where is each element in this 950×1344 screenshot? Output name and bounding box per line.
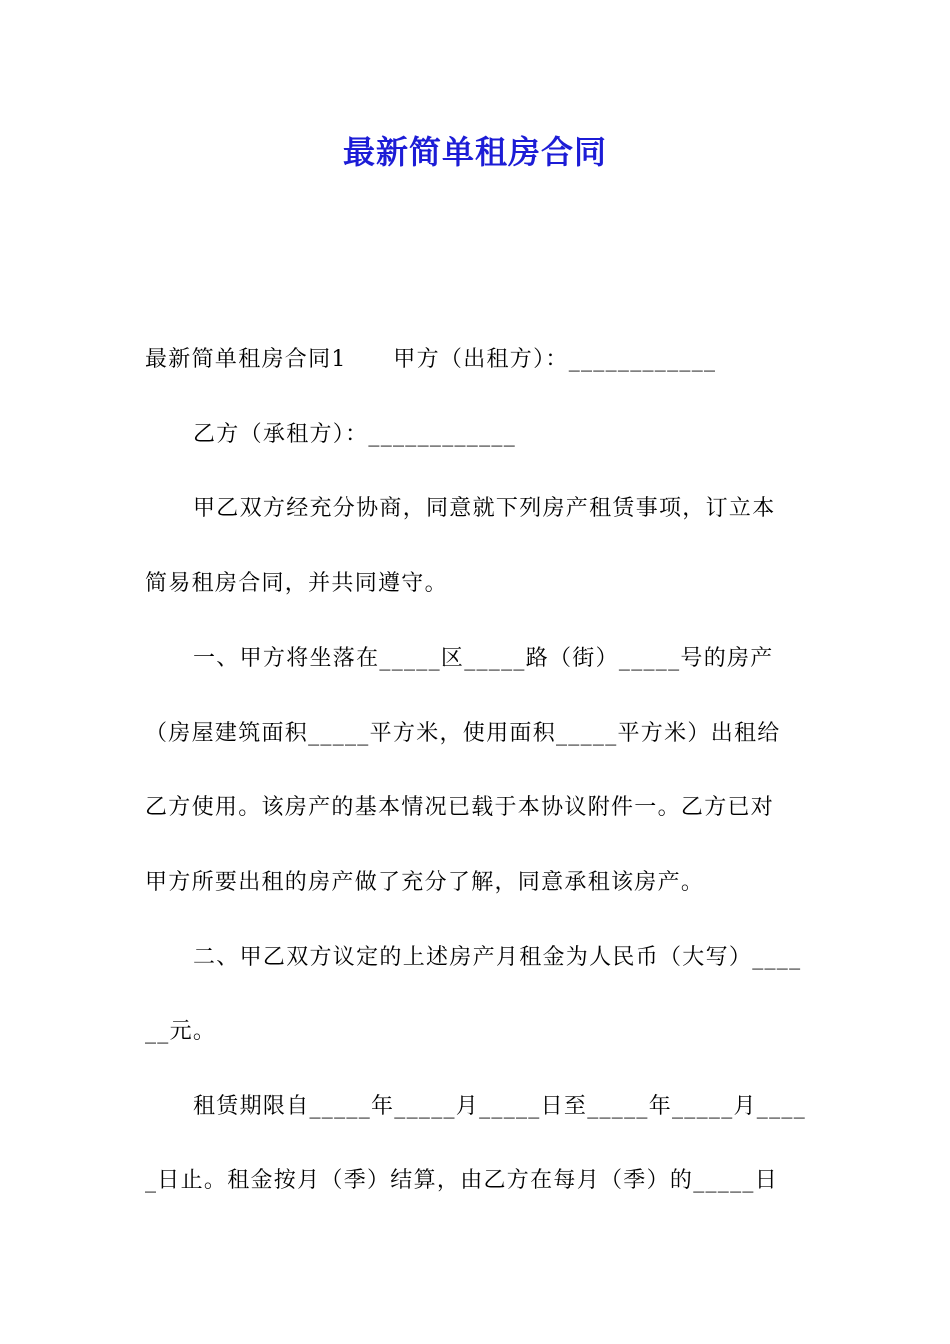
contract-line-10: __元。 xyxy=(145,1019,217,1044)
contract-line-11: 租赁期限自_____年_____月_____日至_____年_____月____ xyxy=(193,1094,807,1119)
document-title: 最新简单租房合同 xyxy=(342,133,607,171)
contract-line-12: _日止。租金按月（季）结算，由乙方在每月（季）的_____日 xyxy=(145,1168,779,1193)
contract-line-1: 最新简单租房合同1 甲方（出租方）：____________ xyxy=(145,347,717,372)
contract-line-4: 简易租房合同，并共同遵守。 xyxy=(145,571,448,596)
contract-line-9: 二、甲乙双方议定的上述房产月租金为人民币（大写）____ xyxy=(193,945,802,970)
contract-line-5: 一、甲方将坐落在_____区_____路（街）_____号的房产 xyxy=(193,646,774,671)
contract-line-2: 乙方（承租方）：____________ xyxy=(193,422,517,447)
contract-line-3: 甲乙双方经充分协商，同意就下列房产租赁事项，订立本 xyxy=(193,496,776,521)
contract-line-6: （房屋建筑面积_____平方米，使用面积_____平方米）出租给 xyxy=(145,721,781,746)
contract-line-7: 乙方使用。该房产的基本情况已载于本协议附件一。乙方已对 xyxy=(145,795,775,820)
contract-line-8: 甲方所要出租的房产做了充分了解，同意承租该房产。 xyxy=(145,870,705,895)
